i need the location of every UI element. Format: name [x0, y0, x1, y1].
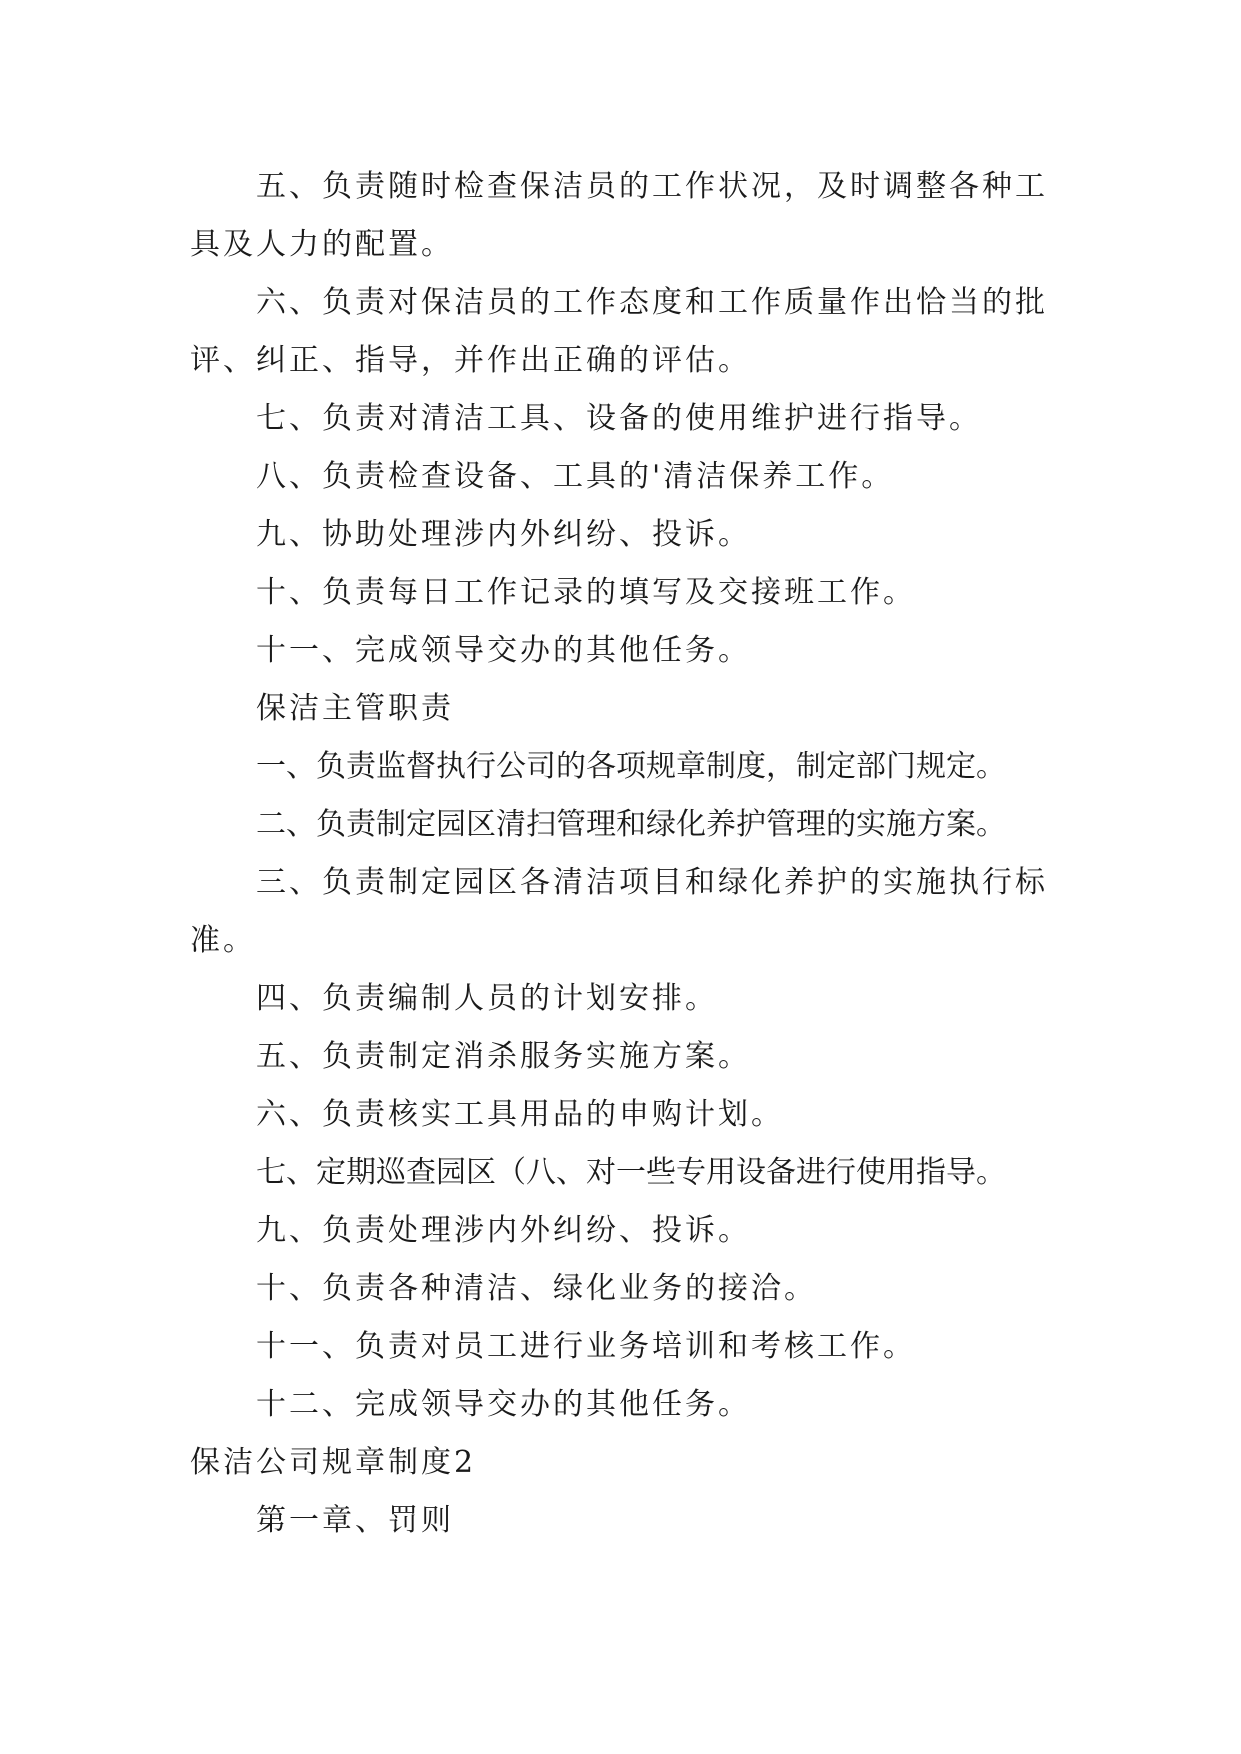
- paragraph: 六、负责核实工具用品的申购计划。: [256, 1097, 784, 1132]
- paragraph: 十一、负责对员工进行业务培训和考核工作。: [256, 1329, 916, 1364]
- paragraph: 十二、完成领导交办的其他任务。: [256, 1387, 751, 1422]
- paragraph: 五、负责随时检查保洁员的工作状况，及时调整各种工具及人力的配置。: [190, 169, 1048, 262]
- paragraph: 一、负责监督执行公司的各项规章制度，制定部门规定。: [256, 749, 1006, 784]
- paragraph: 九、负责处理涉内外纠纷、投诉。: [256, 1213, 751, 1248]
- section-heading: 保洁主管职责: [256, 691, 454, 726]
- paragraph: 六、负责对保洁员的工作态度和工作质量作出恰当的批评、纠正、指导，并作出正确的评估。: [190, 285, 1048, 378]
- document-body: [190, 158, 1060, 1550]
- paragraph: 七、定期巡查园区（八、对一些专用设备进行使用指导。: [256, 1155, 1006, 1190]
- paragraph: 四、负责编制人员的计划安排。: [256, 981, 718, 1016]
- paragraph: 五、负责制定消杀服务实施方案。: [256, 1039, 751, 1074]
- paragraph: 七、负责对清洁工具、设备的使用维护进行指导。: [256, 401, 982, 436]
- paragraph: 八、负责检查设备、工具的'清洁保养工作。: [256, 459, 895, 494]
- chapter-title: 第一章、罚则: [256, 1503, 454, 1538]
- paragraph: 三、负责制定园区各清洁项目和绿化养护的实施执行标准。: [190, 865, 1048, 958]
- paragraph: 十一、完成领导交办的其他任务。: [256, 633, 751, 668]
- paragraph: 九、协助处理涉内外纠纷、投诉。: [256, 517, 751, 552]
- section-title: 保洁公司规章制度2: [190, 1445, 477, 1480]
- paragraph: 十、负责每日工作记录的填写及交接班工作。: [256, 575, 916, 610]
- paragraph: 十、负责各种清洁、绿化业务的接洽。: [256, 1271, 817, 1306]
- paragraph: 二、负责制定园区清扫管理和绿化养护管理的实施方案。: [256, 807, 1006, 842]
